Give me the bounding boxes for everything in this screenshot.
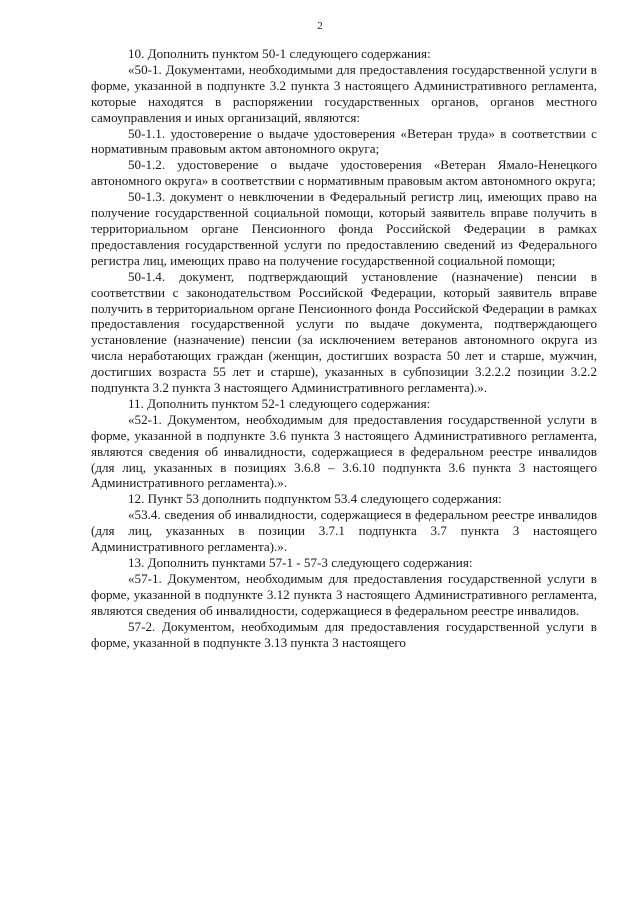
page-number: 2 xyxy=(317,20,323,32)
paragraph-57-1: «57-1. Документом, необходимым для предоставления государственной услуги в форме, указанной в подпункте 3.12 пункта 3 настоящего Административного регламента, являются сведения об инвалидности, содержащиеся в федеральном реестре инвалидов. xyxy=(91,570,597,618)
paragraph-item-10: 10. Дополнить пунктом 50-1 следующего содержания: xyxy=(128,46,431,61)
paragraph-50-1-4: 50-1.4. документ, подтверждающий установление (назначение) пенсии в соответствии с законодательством Российской Федерации, который заявитель вправе получить в территориальном органе Пенсионного фонда Российской Федерации в рамках предоставления государственной услуги по выдаче документа, подтверждающего установление (назначение) пенсии (за исключением ветеранов автономного округа из числа неработающих граждан (женщин, достигших возраста 50 лет и старше, мужчин, достигших возраста 55 лет и старше), указанных в субпозиции 3.2.2.2 позиции 3.2.2 подпункта 3.2 пункта 3 настоящего Административного регламента).». xyxy=(91,268,597,396)
paragraph-50-1-2: 50-1.2. удостоверение о выдаче удостоверения «Ветеран Ямало-Ненецкого автономного округа» в соответствии с нормативным правовым актом автономного округа; xyxy=(91,157,597,189)
paragraph-item-11: 11. Дополнить пунктом 52-1 следующего содержания: xyxy=(128,395,431,411)
paragraph-50-1: «50-1. Документами, необходимыми для предоставления государственной услуги в форме, указанной в подпункте 3.2 пункта 3 настоящего Административного регламента, которые находятся в распоряжении государственных органов, органов местного самоуправления и иных организаций, являются: xyxy=(91,61,597,125)
document-body xyxy=(91,46,597,650)
paragraph-item-13: 13. Дополнить пунктами 57-1 - 57-3 следующего содержания: xyxy=(128,555,473,570)
paragraph-53-4: «53.4. сведения об инвалидности, содержащиеся в федеральном реестре инвалидов (для лиц, указанных в позиции 3.7.1 подпункта 3.7 пункта 3 настоящего Административного регламента).». xyxy=(91,507,597,555)
paragraph-57-2: 57-2. Документом, необходимым для предоставления государственной услуги в форме, указанной в подпункте 3.13 пункта 3 настоящего xyxy=(91,618,597,650)
paragraph-52-1: «52-1. Документом, необходимым для предоставления государственной услуги в форме, указанной в подпункте 3.6 пункта 3 настоящего Административного регламента, являются сведения об инвалидности, содержащиеся в федеральном реестре инвалидов (для лиц, указанных в позициях 3.6.8 – 3.6.10 подпункта 3.6 пункта 3 настоящего Административного регламента).». xyxy=(91,411,597,491)
paragraph-50-1-3: 50-1.3. документ о невключении в Федеральный регистр лиц, имеющих право на получение государственной социальной помощи, который заявитель вправе получить в территориальном органе Пенсионного фонда Российской Федерации в рамках предоставления государственной услуги по предоставлению сведений из Федерального регистра лиц, имеющих право на получение государственной социальной помощи; xyxy=(91,189,597,268)
paragraph-item-12: 12. Пункт 53 дополнить подпунктом 53.4 следующего содержания: xyxy=(128,491,502,507)
paragraph-50-1-1: 50-1.1. удостоверение о выдаче удостоверения «Ветеран труда» в соответствии с нормативным правовым актом автономного округа; xyxy=(91,125,597,157)
